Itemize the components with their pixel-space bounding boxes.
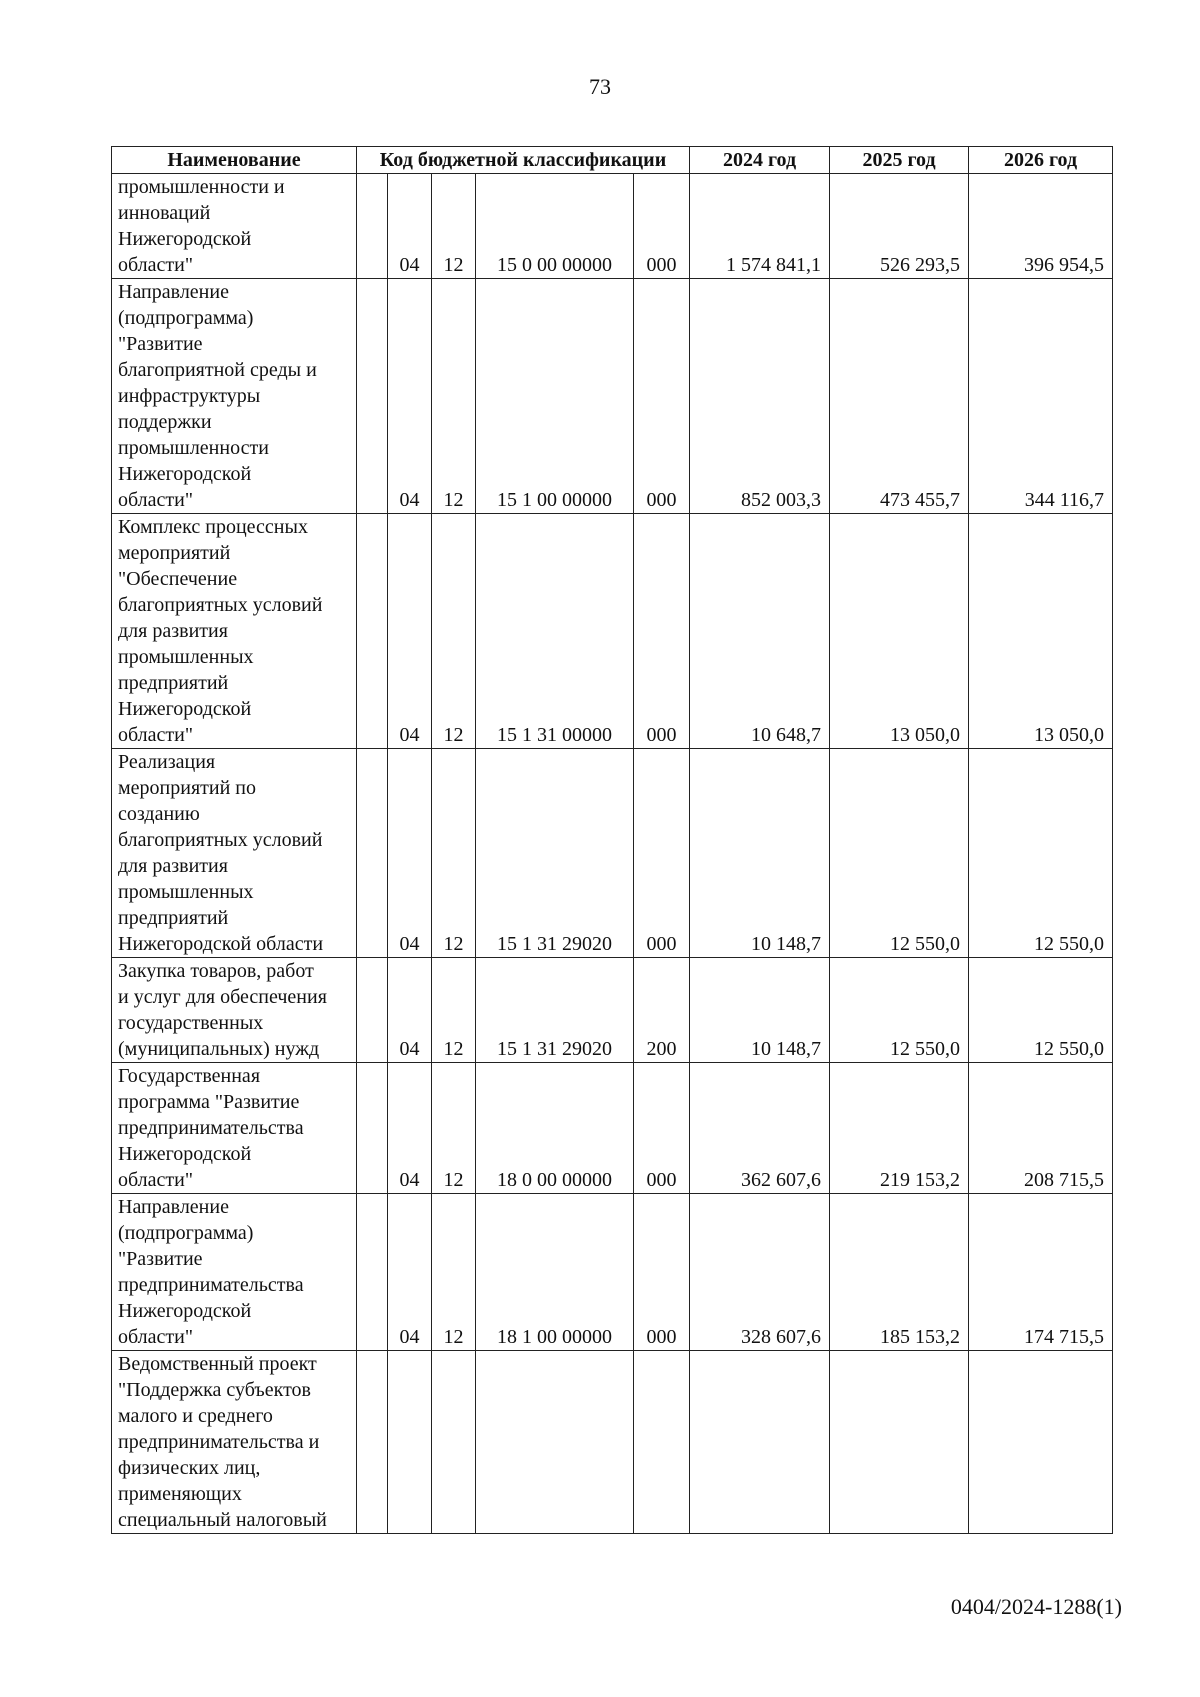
- row-csr: 18 0 00 00000: [476, 1063, 634, 1194]
- row-ved: [357, 958, 388, 1063]
- table-row: [112, 279, 1113, 514]
- row-pr: [432, 1351, 476, 1534]
- row-vr: 000: [634, 174, 690, 279]
- budget-table: [111, 146, 1113, 1534]
- row-pr: 12: [432, 749, 476, 958]
- row-csr: 15 1 31 29020: [476, 749, 634, 958]
- row-csr: 15 1 31 29020: [476, 958, 634, 1063]
- row-name: Направление (подпрограмма) "Развитие благоприятной среды и инфраструктуры поддержки промышленности Нижегородской области": [112, 279, 357, 514]
- header-2025: 2025 год: [830, 147, 969, 174]
- row-csr: 18 1 00 00000: [476, 1194, 634, 1351]
- row-vr: 000: [634, 749, 690, 958]
- row-2025: 12 550,0: [830, 749, 969, 958]
- row-rz: 04: [388, 1063, 432, 1194]
- header-2026: 2026 год: [969, 147, 1113, 174]
- row-name: Реализация мероприятий по созданию благоприятных условий для развития промышленных предприятий Нижегородской области: [112, 749, 357, 958]
- row-2025: 13 050,0: [830, 514, 969, 749]
- row-rz: [388, 1351, 432, 1534]
- row-2024: 362 607,6: [690, 1063, 830, 1194]
- row-ved: [357, 1063, 388, 1194]
- row-2026: 12 550,0: [969, 749, 1113, 958]
- page-number: 73: [589, 74, 611, 99]
- row-2025: [830, 1351, 969, 1534]
- document-number: 0404/2024-1288(1): [950, 1594, 1122, 1619]
- table-row: [112, 1194, 1113, 1351]
- row-2025: 473 455,7: [830, 279, 969, 514]
- row-2024: 10 148,7: [690, 958, 830, 1063]
- row-rz: 04: [388, 749, 432, 958]
- row-2024: 328 607,6: [690, 1194, 830, 1351]
- row-ved: [357, 749, 388, 958]
- row-name: промышленности и инноваций Нижегородской области": [112, 174, 357, 279]
- row-name: Государственная программа "Развитие предпринимательства Нижегородской области": [112, 1063, 357, 1194]
- row-2026: 13 050,0: [969, 514, 1113, 749]
- row-2024: 852 003,3: [690, 279, 830, 514]
- row-csr: [476, 1351, 634, 1534]
- row-name: Закупка товаров, работ и услуг для обеспечения государственных (муниципальных) нужд: [112, 958, 357, 1063]
- row-pr: 12: [432, 1063, 476, 1194]
- row-name: Ведомственный проект "Поддержка субъектов малого и среднего предпринимательства и физических лиц, применяющих специальный налоговый: [112, 1351, 357, 1534]
- table-row: [112, 174, 1113, 279]
- row-2025: 526 293,5: [830, 174, 969, 279]
- row-csr: 15 1 31 00000: [476, 514, 634, 749]
- row-vr: [634, 1351, 690, 1534]
- row-2026: [969, 1351, 1113, 1534]
- row-vr: 000: [634, 1063, 690, 1194]
- row-pr: 12: [432, 174, 476, 279]
- row-pr: 12: [432, 1194, 476, 1351]
- row-ved: [357, 279, 388, 514]
- row-2025: 185 153,2: [830, 1194, 969, 1351]
- row-vr: 000: [634, 1194, 690, 1351]
- row-ved: [357, 1351, 388, 1534]
- table-row: [112, 1063, 1113, 1194]
- header-code: Код бюджетной классификации: [357, 147, 690, 174]
- row-2024: 1 574 841,1: [690, 174, 830, 279]
- row-csr: 15 1 00 00000: [476, 279, 634, 514]
- row-2024: 10 148,7: [690, 749, 830, 958]
- row-pr: 12: [432, 514, 476, 749]
- row-2024: 10 648,7: [690, 514, 830, 749]
- row-ved: [357, 174, 388, 279]
- row-vr: 000: [634, 279, 690, 514]
- row-rz: 04: [388, 174, 432, 279]
- row-2025: 12 550,0: [830, 958, 969, 1063]
- row-2025: 219 153,2: [830, 1063, 969, 1194]
- row-pr: 12: [432, 958, 476, 1063]
- row-name: Комплекс процессных мероприятий "Обеспечение благоприятных условий для развития промышленных предприятий Нижегородской области": [112, 514, 357, 749]
- header-2024: 2024 год: [690, 147, 830, 174]
- row-rz: 04: [388, 279, 432, 514]
- row-rz: 04: [388, 1194, 432, 1351]
- table-row: [112, 514, 1113, 749]
- row-2024: [690, 1351, 830, 1534]
- row-pr: 12: [432, 279, 476, 514]
- row-2026: 396 954,5: [969, 174, 1113, 279]
- table-row: [112, 749, 1113, 958]
- row-csr: 15 0 00 00000: [476, 174, 634, 279]
- row-ved: [357, 514, 388, 749]
- row-ved: [357, 1194, 388, 1351]
- row-2026: 174 715,5: [969, 1194, 1113, 1351]
- row-2026: 208 715,5: [969, 1063, 1113, 1194]
- row-2026: 344 116,7: [969, 279, 1113, 514]
- table-row: [112, 1351, 1113, 1534]
- row-vr: 200: [634, 958, 690, 1063]
- table-row: [112, 958, 1113, 1063]
- header-name: Наименование: [112, 147, 357, 174]
- row-rz: 04: [388, 958, 432, 1063]
- table-header-row: [112, 147, 1113, 174]
- row-rz: 04: [388, 514, 432, 749]
- row-2026: 12 550,0: [969, 958, 1113, 1063]
- row-name: Направление (подпрограмма) "Развитие предпринимательства Нижегородской области": [112, 1194, 357, 1351]
- row-vr: 000: [634, 514, 690, 749]
